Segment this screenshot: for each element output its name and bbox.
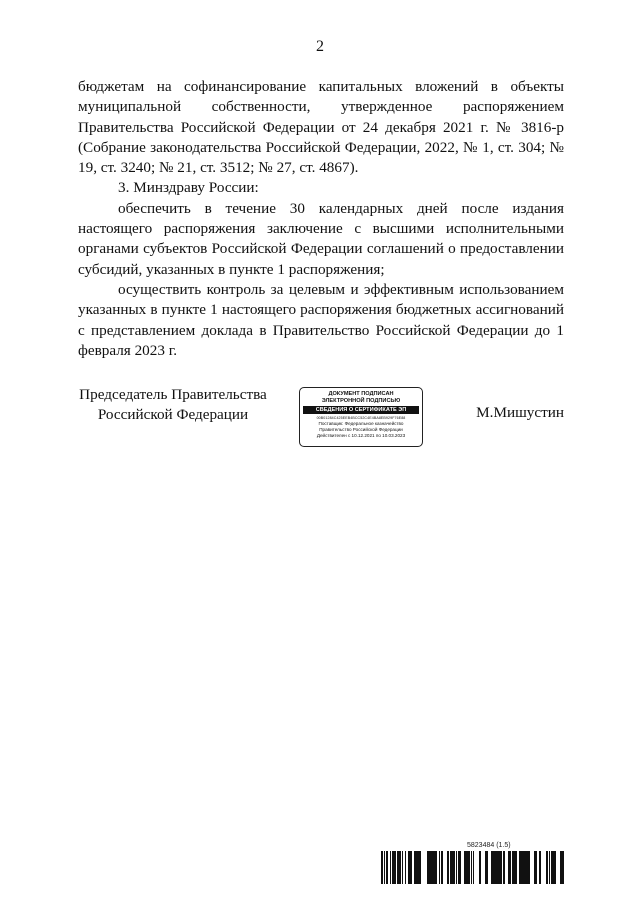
stamp-supplier: Поставщик: Федеральное казначейство (318, 421, 404, 426)
signatory-position-line2: Российской Федерации (97, 406, 249, 423)
document-body (78, 77, 564, 361)
document-code: 5823484 (1.5) (467, 842, 511, 849)
signatory-position-line1: Председатель Правительства (79, 386, 267, 403)
stamp-serial: 00B01284C425EEB4BCC52C4E4BA8EB929F76E88 (316, 416, 406, 420)
paragraph-continuation: бюджетам на софинансирование капитальных вложений в объекты муниципальной собственности, утвержденное распоряжением Правительства Российской Федерации от 24 декабря 2021 г. № 3816-р (Собрание законодательства Российской Федерации, 2022, № 1, ст. 304; № 19, ст. 3240; № 21, ст. 3512; № 27, ст. 4867). (78, 78, 564, 177)
stamp-certificate-band: СВЕДЕНИЯ О СЕРТИФИКАТЕ ЭП (303, 406, 419, 414)
signatory-name: М.Мишустин (476, 404, 564, 421)
paragraph-ensure-agreements: обеспечить в течение 30 календарных дней после издания настоящего распоряжения заключение с высшими исполнительными органами субъектов Российской Федерации соглашений о предоставлении субсидий, указанных в пункте 1 распоряжения; (78, 199, 564, 278)
electronic-signature-stamp (299, 387, 423, 447)
stamp-owner: Правительство Российской Федерации (319, 427, 403, 432)
signatory-position (78, 385, 268, 425)
paragraph-item-3: 3. Минздраву России: (118, 179, 259, 197)
page-number: 2 (316, 38, 324, 55)
paragraph-control: осуществить контроль за целевым и эффективным использованием указанных в пункте 1 настоящего распоряжения бюджетных ассигнований с представлением доклада в Правительство Российской Федерации до 1 февраля 2023 г. (78, 280, 564, 359)
stamp-line1: ДОКУМЕНТ ПОДПИСАН (328, 391, 394, 397)
barcode-icon (380, 851, 564, 884)
stamp-line2: ЭЛЕКТРОННОЙ ПОДПИСЬЮ (321, 398, 401, 404)
stamp-validity: Действителен с 10.12.2021 по 10.03.2023 (316, 433, 406, 438)
